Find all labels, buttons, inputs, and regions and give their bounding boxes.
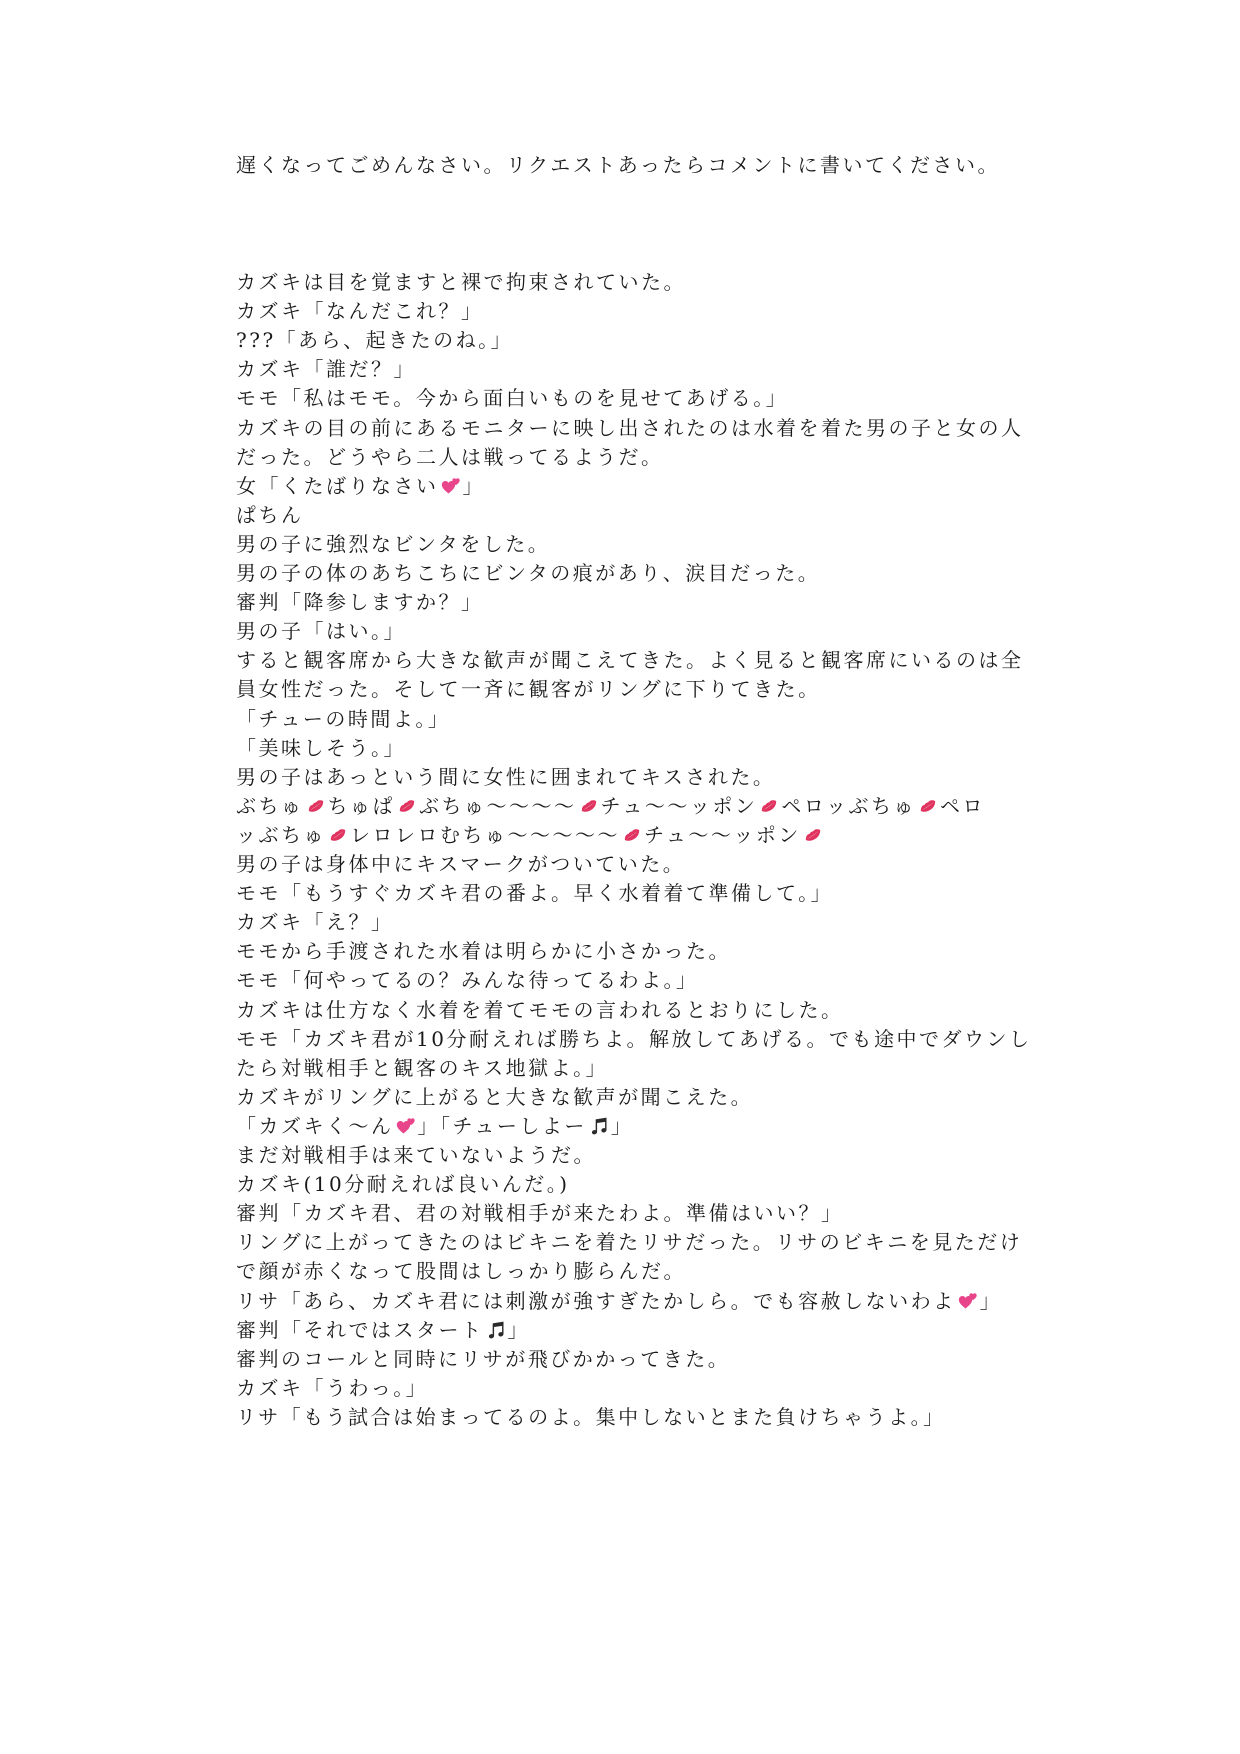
kiss-mark-icon	[759, 796, 779, 816]
kiss-mark-icon	[803, 825, 823, 845]
text-run: 審判「それではスタート	[236, 1318, 484, 1342]
story-line	[236, 762, 775, 792]
text-run: 男の子の体のあちこちにビンタの痕があり、涙目だった。	[236, 561, 821, 585]
story-line	[236, 383, 788, 413]
text-run: カズキ「うわっ。」	[236, 1376, 429, 1400]
text-run: カズキは仕方なく水着を着てモモの言われるとおりにした。	[236, 998, 844, 1022]
story-line	[236, 907, 394, 937]
story-line	[236, 1082, 753, 1112]
text-run: 「チューの時間よ。」	[236, 707, 451, 731]
text-run: 」	[507, 1318, 530, 1342]
story-line	[236, 1140, 596, 1170]
music-notes-icon	[486, 1320, 506, 1340]
intro-line	[236, 150, 1000, 180]
text-run: カズキ「え？」	[236, 910, 394, 934]
story-line	[236, 296, 484, 326]
text-run: 」	[979, 1289, 1003, 1313]
story-line	[236, 616, 406, 646]
text-run: レロレロむちゅ〜〜〜〜〜	[350, 823, 620, 847]
kiss-mark-icon	[306, 796, 326, 816]
text-run: ちゅぱ	[327, 794, 395, 818]
text-run: 」	[610, 1114, 634, 1138]
two-hearts-icon	[396, 1116, 416, 1136]
kiss-mark-icon	[918, 796, 938, 816]
story-line	[236, 1198, 844, 1228]
text-run: カズキ(10分耐えれば良いんだ。)	[236, 1172, 570, 1196]
story-line	[236, 354, 416, 384]
text-run: ぶちゅ〜〜〜〜	[419, 794, 577, 818]
story-line	[236, 1344, 730, 1374]
text-run: ペロ	[940, 794, 986, 818]
text-run: 審判「降参しますか？」	[236, 590, 484, 614]
text-run: ッぶちゅ	[236, 823, 326, 847]
text-run: 審判「カズキ君、君の対戦相手が来たわよ。準備はいい？」	[236, 1201, 844, 1225]
text-run: モモから手渡された水着は明らかに小さかった。	[236, 939, 731, 963]
text-run: だった。どうやら二人は戦ってるようだ。	[236, 445, 664, 469]
story-line	[236, 704, 450, 734]
text-run: ぶちゅ	[236, 794, 304, 818]
text-run: カズキ「誰だ？」	[236, 357, 416, 381]
text-run: まだ対戦相手は来ていないようだ。	[236, 1143, 596, 1167]
music-notes-icon	[589, 1116, 609, 1136]
story-line	[236, 558, 820, 588]
story-line	[236, 471, 485, 501]
text-run: すると観客席から大きな歓声が聞こえてきた。よく見ると観客席にいるのは全	[236, 648, 1024, 672]
text-run: リサ「あら、カズキ君には刺激が強すぎたかしら。でも容赦しないわよ	[236, 1289, 956, 1313]
text-run: で顔が赤くなって股間はしっかり膨らんだ。	[236, 1259, 686, 1283]
text-run: チュ〜〜ッポン	[600, 794, 758, 818]
story-line	[236, 1402, 946, 1432]
text-run: ???「あら、起きたのね。」	[236, 328, 514, 352]
story-line	[236, 965, 699, 995]
story-line	[236, 413, 1024, 443]
text-run: たら対戦相手と観客のキス地獄よ。」	[236, 1056, 609, 1080]
story-line	[236, 500, 304, 530]
story-line	[236, 820, 825, 850]
text-run: 「カズキく〜ん	[236, 1114, 394, 1138]
story-line	[236, 849, 685, 879]
story-line	[236, 587, 484, 617]
text-run: モモ「私はモモ。今から面白いものを見せてあげる。」	[236, 386, 789, 410]
text-run: カズキ「なんだこれ？」	[236, 299, 484, 323]
text-run: 男の子「はい。」	[236, 619, 406, 643]
story-line	[236, 1227, 1022, 1257]
story-line	[236, 1053, 608, 1083]
text-run: 男の子に強烈なビンタをした。	[236, 532, 551, 556]
text-run: 員女性だった。そして一斉に観客がリングに下りてきた。	[236, 677, 821, 701]
text-run: ペロッぶちゅ	[781, 794, 917, 818]
story-line	[236, 325, 513, 355]
story-line	[236, 995, 844, 1025]
text-run: 」「チューしよー	[417, 1114, 587, 1138]
two-hearts-icon	[958, 1291, 978, 1311]
text-run: チュ〜〜ッポン	[644, 823, 801, 847]
text-run: 男の子はあっという間に女性に囲まれてキスされた。	[236, 765, 776, 789]
story-line	[236, 791, 985, 821]
two-hearts-icon	[441, 476, 461, 496]
text-run: ぱちん	[236, 503, 304, 527]
story-line	[236, 1315, 530, 1345]
kiss-mark-icon	[328, 825, 348, 845]
story-line	[236, 1373, 428, 1403]
text-run: モモ「何やってるの？みんな待ってるわよ。」	[236, 968, 699, 992]
text-run: モモ「もうすぐカズキ君の番よ。早く水着着て準備して。」	[236, 881, 834, 905]
story-line	[236, 1024, 1031, 1054]
text-run: 女「くたばりなさい	[236, 474, 439, 498]
story-line	[236, 1111, 633, 1141]
text-run: カズキは目を覚ますと裸で拘束されていた。	[236, 270, 686, 294]
kiss-mark-icon	[397, 796, 417, 816]
text-run: モモ「カズキ君が10分耐えれば勝ちよ。解放してあげる。でも途中でダウンし	[236, 1027, 1032, 1051]
story-line	[236, 878, 833, 908]
text-run: 審判のコールと同時にリサが飛びかかってきた。	[236, 1347, 731, 1371]
story-line	[236, 1256, 686, 1286]
story-line	[236, 645, 1024, 675]
text-run: 男の子は身体中にキスマークがついていた。	[236, 852, 686, 876]
text-run: カズキがリングに上がると大きな歓声が聞こえた。	[236, 1085, 754, 1109]
text-run: 「美味しそう。」	[236, 736, 406, 760]
story-line	[236, 733, 406, 763]
story-line	[236, 267, 686, 297]
story-line	[236, 529, 550, 559]
text-run: 遅くなってごめんなさい。リクエストあったらコメントに書いてください。	[236, 153, 1000, 177]
story-line	[236, 1286, 1002, 1316]
story-line	[236, 1169, 570, 1199]
kiss-mark-icon	[622, 825, 642, 845]
text-run: リングに上がってきたのはビキニを着たリサだった。リサのビキニを見ただけ	[236, 1230, 1023, 1254]
text-run: カズキの目の前にあるモニターに映し出されたのは水着を着た男の子と女の人	[236, 416, 1024, 440]
kiss-mark-icon	[579, 796, 599, 816]
story-line	[236, 442, 664, 472]
text-run: リサ「もう試合は始まってるのよ。集中しないとまた負けちゃうよ。」	[236, 1405, 946, 1429]
story-line	[236, 936, 731, 966]
story-line	[236, 674, 821, 704]
text-run: 」	[462, 474, 485, 498]
